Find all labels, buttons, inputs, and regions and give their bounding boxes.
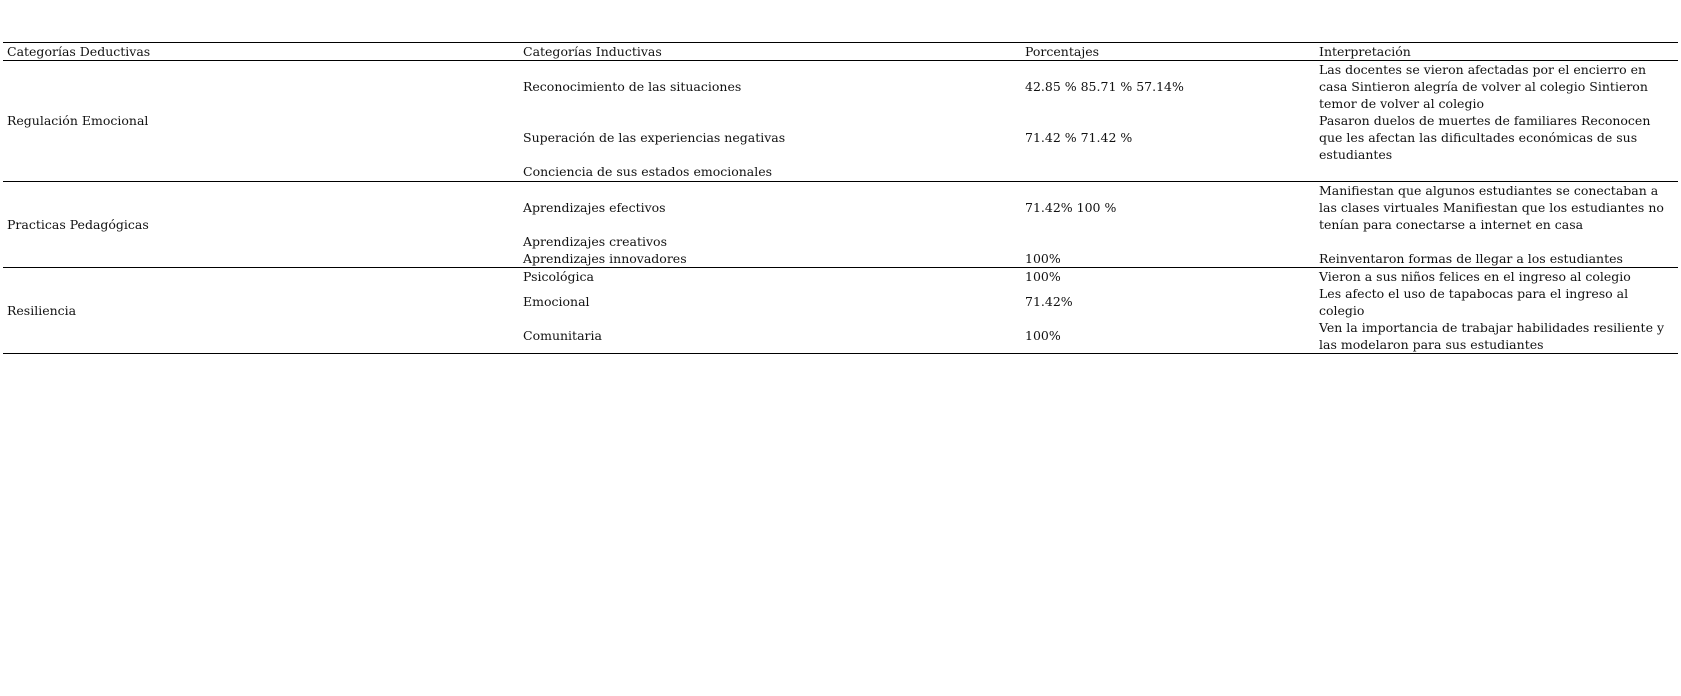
deductive-category: Practicas Pedagógicas — [3, 181, 519, 267]
table-row — [3, 267, 1678, 285]
inductive-category: Aprendizajes efectivos — [523, 199, 666, 215]
table-header — [3, 43, 1678, 61]
inductive-category: Emocional — [523, 294, 590, 309]
table-row — [3, 181, 1678, 233]
inductive-category: Aprendizajes innovadores — [519, 250, 1021, 268]
percent-value: 71.42% 100 % — [1025, 199, 1117, 215]
interpretation-text: Reinventaron formas de llegar a los estudiantes — [1315, 250, 1678, 268]
interpretation-text: Les afecto el uso de tapabocas para el ingreso al colegio — [1319, 285, 1629, 318]
interpretation-text: Ven la importancia de trabajar habilidades resiliente y las modelaron para sus estudiantes — [1315, 319, 1678, 354]
percent-value: 100% — [1021, 319, 1315, 354]
interpretation-text: Las docentes se vieron afectadas por el encierro en casa Sintieron alegría de volver al colegio Sintieron temor de volver al colegio — [1319, 62, 1648, 111]
header-percent: Porcentajes — [1021, 43, 1315, 61]
interpretation-text: Vieron a sus niños felices en el ingreso al colegio — [1319, 268, 1631, 284]
interpretation-text — [1315, 233, 1678, 250]
percent-value: 71.42 % 71.42 % — [1025, 130, 1133, 145]
header-interpretation: Interpretación — [1315, 43, 1678, 61]
percent-value: 42.85 % 85.71 % 57.14% — [1025, 79, 1184, 94]
interpretation-text: Pasaron duelos de muertes de familiares Reconocen que les afectan las dificultades económicas de sus estudiantes — [1319, 113, 1651, 162]
results-table — [3, 42, 1678, 354]
table-row — [3, 61, 1678, 113]
inductive-category: Conciencia de sus estados emocionales — [519, 163, 1021, 181]
header-row — [3, 43, 1678, 61]
percent-value: 100% — [1021, 250, 1315, 268]
percent-value: 71.42% — [1025, 294, 1073, 309]
deductive-category: Resiliencia — [3, 267, 519, 353]
inductive-category: Superación de las experiencias negativas — [523, 130, 786, 145]
deductive-category: Regulación Emocional — [3, 61, 519, 182]
inductive-category: Aprendizajes creativos — [523, 233, 668, 249]
results-table-container — [3, 42, 1678, 354]
header-deductive: Categorías Deductivas — [3, 43, 519, 61]
percent-value: 100% — [1025, 268, 1061, 284]
inductive-category: Psicológica — [523, 268, 594, 284]
percent-value — [1021, 233, 1315, 250]
table-body — [3, 61, 1678, 354]
inductive-category: Comunitaria — [519, 319, 1021, 354]
interpretation-text — [1315, 163, 1678, 181]
interpretation-text: Manifiestan que algunos estudiantes se conectaban a las clases virtuales Manifiestan que los estudiantes no tenían para conectarse a internet en casa — [1319, 182, 1664, 232]
header-inductive: Categorías Inductivas — [519, 43, 1021, 61]
percent-value — [1021, 163, 1315, 181]
inductive-category: Reconocimiento de las situaciones — [523, 79, 742, 94]
